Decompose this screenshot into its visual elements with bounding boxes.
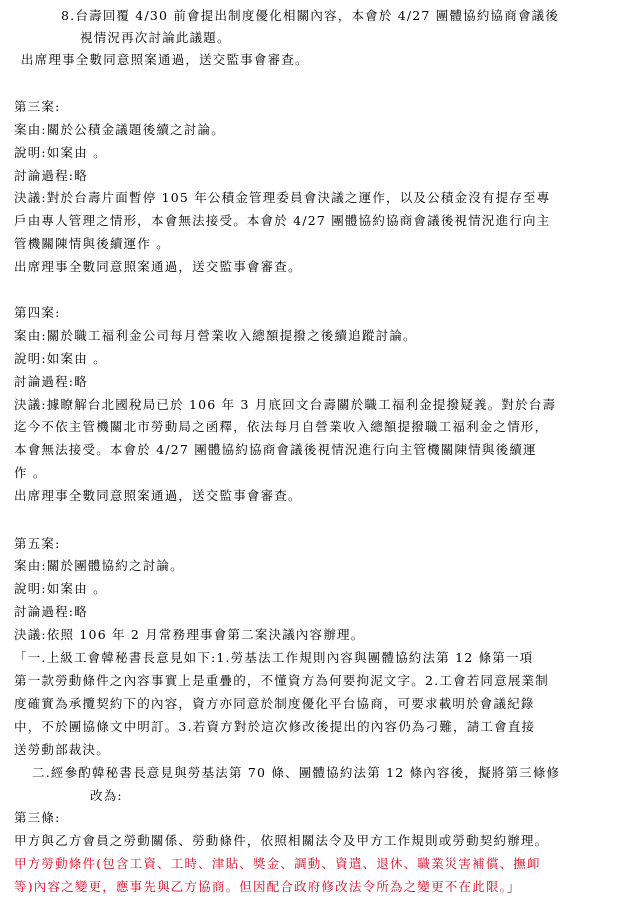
case4-explain: 說明:如案由 。 — [14, 351, 107, 366]
case4-resolution-line: 本會無法接受。本會於 4/27 團體協約協商會議後視情況進行向主管機關陳情與後續運 — [14, 442, 537, 457]
item8-result: 出席理事全數同意照案通過，送交監事會審查。 — [21, 52, 309, 67]
case3-reason: 案由:關於公積金議題後續之討論。 — [14, 122, 225, 137]
case5-point1-line: 第一款勞動條件之內容事實上是重疊的，不懂資方為何要拘泥文字。2.工會若同意展業制 — [14, 673, 549, 688]
case3-title: 第三案: — [14, 99, 61, 114]
case5-resolution: 決議:依照 106 年 2 月常務理事會第二案決議內容辦理。 — [14, 627, 365, 642]
case3-process: 討論過程:略 — [14, 168, 88, 183]
item8-line1: 8.台壽回覆 4/30 前會提出制度優化相關內容，本會於 4/27 團體協約協商會議後 — [61, 8, 560, 23]
article-highlight-line: 甲方勞動條件(包含工資、工時、津貼、獎金、調動、資遣、退休、職業災害補償、撫卹 — [14, 856, 541, 871]
case3-result: 出席理事全數同意照案通過，送交監事會審查。 — [14, 259, 302, 274]
case5-point1-line: 「一.上級工會韓秘書長意見如下:1.勞基法工作規則內容與團體協約法第 12 條第一項 — [14, 650, 534, 665]
case3-resolution-line: 決議:對於台壽片面暫停 105 年公積金管理委員會決議之運作，以及公積金沒有提存至專 — [14, 190, 551, 205]
case5-point2-line: 二.經參酌韓秘書長意見與勞基法第 70 條、團體協約法第 12 條內容後，擬將第三條修 — [32, 765, 561, 780]
closing-quote: 」 — [507, 879, 521, 894]
article-text: 甲方與乙方會員之勞動關係、勞動條件，依照相關法令及甲方工作規則或勞動契約辦理。 — [14, 833, 549, 848]
article-highlight-text: 等)內容之變更，應事先與乙方協商。但因配合政府修改法令所為之變更不在此限。 — [14, 879, 508, 894]
article-title: 第三條: — [14, 810, 61, 825]
case4-reason: 案由:關於職工福利金公司每月營業收入總額提撥之後續追蹤討論。 — [14, 328, 417, 343]
case5-point1-line: 中，不於團協條文中明訂。3.若資方對於這次修改後提出的內容仍為刁難，請工會直接 — [14, 719, 536, 734]
case5-title: 第五案: — [14, 536, 61, 551]
case4-title: 第四案: — [14, 305, 61, 320]
case5-process: 討論過程:略 — [14, 604, 88, 619]
item8-line2: 視情況再次討論此議題。 — [80, 30, 231, 45]
case3-resolution-line: 管機關陳情與後續運作 。 — [14, 236, 170, 251]
case5-explain: 說明:如案由 。 — [14, 581, 107, 596]
case4-resolution-line: 決議:據瞭解台北國稅局已於 106 年 3 月底回文台壽關於職工福利金提撥疑義。對於台壽 — [14, 397, 557, 412]
case4-result: 出席理事全數同意照案通過，送交監事會審查。 — [14, 488, 302, 503]
case4-resolution-line: 作 。 — [14, 465, 47, 480]
case5-point1-line: 度確實為承攬契約下的內容，資方亦同意於制度優化平台協商，可要求載明於會議紀錄 — [14, 696, 535, 711]
case4-process: 討論過程:略 — [14, 374, 88, 389]
case3-explain: 說明:如案由 。 — [14, 145, 107, 160]
case5-point1-line: 送勞動部裁決。 — [14, 742, 110, 757]
case5-point2-line: 改為: — [90, 788, 123, 803]
article-highlight-last-line — [14, 879, 521, 895]
case5-reason: 案由:關於團體協約之討論。 — [14, 558, 184, 573]
case4-resolution-line: 迄今不依主管機關北市勞動局之函釋，依法每月自營業收入總額提撥職工福利金之情形， — [14, 419, 549, 434]
case3-resolution-line: 戶由專人管理之情形，本會無法接受。本會於 4/27 團體協約協商會議後視情況進行向主 — [14, 213, 551, 228]
